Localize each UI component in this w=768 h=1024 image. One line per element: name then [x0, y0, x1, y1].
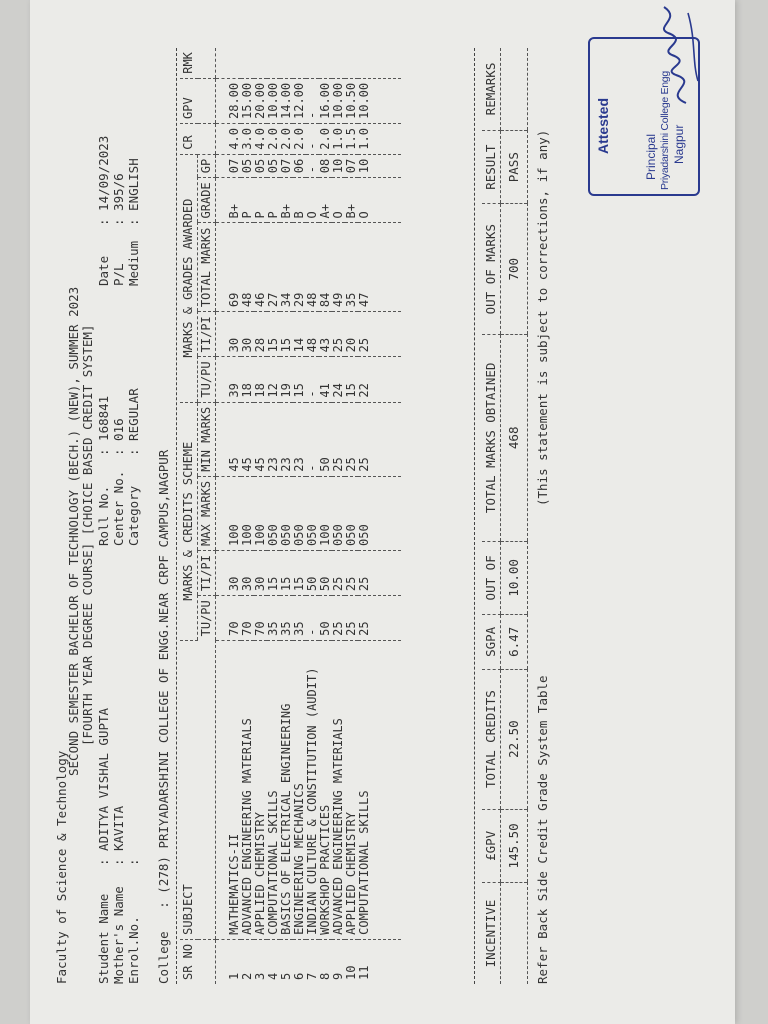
cell-cr: 4.0 — [216, 124, 242, 155]
cell-sr: 11 — [357, 965, 371, 980]
cell-sr: 7 — [305, 972, 319, 980]
cell-rmk — [267, 48, 280, 78]
cell-min: 25 — [358, 402, 401, 476]
cell-grade: P — [267, 178, 280, 223]
table-row — [358, 48, 401, 984]
cell-ti-pi: 15 — [267, 550, 280, 595]
cell-ti-pi: 25 — [358, 550, 401, 595]
exam-subtitle: [FOURTH YEAR DEGREE COURSE] [CHOICE BASED CREDIT SYSTEM] — [80, 324, 95, 746]
cell-gpv: 10.00 — [267, 78, 280, 123]
cell-sr: 5 — [279, 972, 293, 980]
cell-gpv: 14.00 — [280, 78, 293, 123]
summary-header: RESULT — [482, 130, 501, 203]
cell-a-tu-pu: 19 — [280, 357, 293, 402]
cell-max: 100 — [216, 476, 242, 550]
cell-grade: A+ — [319, 178, 332, 223]
summary-value: 10.00 — [501, 541, 528, 614]
cell-subject: INDIAN CULTURE & CONSTITUTION (AUDIT) — [306, 640, 319, 939]
col-total: TOTAL MARKS — [198, 223, 216, 312]
cell-grade: P — [254, 178, 267, 223]
scheme-header: MARKS & CREDITS SCHEME — [180, 402, 198, 640]
summary-value: 145.50 — [501, 809, 528, 882]
cell-grade: O — [332, 178, 345, 223]
cell-gpv: 10.50 — [345, 78, 358, 123]
cell-total: 46 — [254, 223, 267, 312]
cell-total: 48 — [241, 223, 254, 312]
cell-sr: 6 — [292, 972, 306, 980]
center-label: Center No. — [111, 470, 126, 546]
cell-max: 050 — [293, 476, 306, 550]
cell-a-ti-pi: 28 — [254, 312, 267, 357]
cell-gpv: - — [306, 78, 319, 123]
cell-rmk — [280, 48, 293, 78]
cell-max: 050 — [332, 476, 345, 550]
cell-min: 50 — [319, 402, 332, 476]
cell-cr: - — [306, 124, 319, 155]
cell-a-tu-pu: 22 — [358, 357, 401, 402]
cell-gp: 05 — [254, 154, 267, 178]
cell-total: 29 — [293, 223, 306, 312]
summary-table — [482, 48, 528, 984]
cell-gpv: 15.00 — [241, 78, 254, 123]
cell-cr: 2.0 — [293, 124, 306, 155]
refer-note: Refer Back Side Credit Grade System Table — [535, 675, 550, 984]
corrections-note: (This statement is subject to corrections, if any) — [535, 129, 550, 506]
category-label: Category — [126, 485, 141, 546]
cell-gpv: 10.00 — [358, 78, 401, 123]
col-subject: SUBJECT — [180, 640, 216, 939]
col-awarded-ti-pi: TI/PI — [198, 312, 216, 357]
cell-a-ti-pi: 25 — [358, 312, 401, 357]
cell-tu-pu: 35 — [280, 596, 293, 641]
summary-value — [501, 883, 528, 984]
cell-a-ti-pi: 15 — [267, 312, 280, 357]
cell-subject: ENGINEERING MECHANICS — [293, 640, 306, 939]
cell-rmk — [358, 48, 401, 78]
medium-label: Medium — [126, 240, 141, 286]
cell-a-ti-pi: 30 — [216, 312, 242, 357]
summary-value: 22.50 — [501, 669, 528, 809]
cell-total: 35 — [345, 223, 358, 312]
exam-meta — [96, 136, 141, 286]
cell-rmk — [345, 48, 358, 78]
cell-max: 050 — [358, 476, 401, 550]
cell-gp: 05 — [241, 154, 254, 178]
col-grade: GRADE — [198, 178, 216, 223]
cell-subject: COMPUTATIONAL SKILLS — [358, 640, 401, 939]
cell-ti-pi: 25 — [345, 550, 358, 595]
stamp-college: Priyadarshini College Engg — [659, 71, 671, 190]
cell-cr: 2.0 — [267, 124, 280, 155]
summary-header: OUT OF — [482, 541, 501, 614]
cell-cr: 2.0 — [319, 124, 332, 155]
stamp-principal: Principal — [644, 133, 658, 180]
cell-max: 050 — [306, 476, 319, 550]
cell-total: 84 — [319, 223, 332, 312]
cell-gp: 07 — [216, 154, 242, 178]
cell-max: 050 — [267, 476, 280, 550]
cell-total: 27 — [267, 223, 280, 312]
cell-total: 49 — [332, 223, 345, 312]
summary-header: REMARKS — [482, 48, 501, 130]
cell-a-tu-pu: 18 — [241, 357, 254, 402]
cell-a-tu-pu: - — [306, 357, 319, 402]
cell-grade: O — [358, 178, 401, 223]
cell-min: 23 — [280, 402, 293, 476]
cell-subject: APPLIED CHEMISTRY — [345, 640, 358, 939]
cell-sr: 4 — [266, 972, 280, 980]
cell-cr: 1.0 — [332, 124, 345, 155]
col-sr: SR NO — [181, 943, 195, 980]
cell-ti-pi: 15 — [293, 550, 306, 595]
cell-rmk — [241, 48, 254, 78]
cell-subject: ADVANCED ENGINEERING MATERIALS — [241, 640, 254, 939]
cell-rmk — [254, 48, 267, 78]
cell-tu-pu: 25 — [332, 596, 345, 641]
col-cr: CR — [180, 124, 216, 155]
cell-cr: 2.0 — [280, 124, 293, 155]
cell-gp: - — [306, 154, 319, 178]
cell-min: - — [306, 402, 319, 476]
cell-rmk — [319, 48, 332, 78]
cell-a-tu-pu: 15 — [345, 357, 358, 402]
cell-tu-pu: 50 — [319, 596, 332, 641]
cell-subject: BASICS OF ELECTRICAL ENGINEERING — [280, 640, 293, 939]
cell-a-ti-pi: 43 — [319, 312, 332, 357]
stamp-city: Nagpur — [672, 124, 686, 164]
student-name-label: Student Name — [96, 893, 111, 984]
cell-a-tu-pu: 41 — [319, 357, 332, 402]
cell-rmk — [306, 48, 319, 78]
cell-min: 45 — [254, 402, 267, 476]
cell-grade: B+ — [216, 178, 242, 223]
cell-a-tu-pu: 12 — [267, 357, 280, 402]
cell-cr: 3.0 — [241, 124, 254, 155]
roll-label: Roll No. — [96, 485, 111, 546]
cell-sr: 3 — [253, 972, 267, 980]
mother-name-label: Mother's Name — [111, 886, 126, 984]
exam-title: SECOND SEMESTER BACHELOR OF TECHNOLOGY (BECH.) (NEW), SUMMER 2023 — [66, 286, 81, 776]
roll-value: : 168841 — [96, 395, 111, 456]
col-max: MAX MARKS — [198, 476, 216, 550]
summary-header: TOTAL MARKS OBTAINED — [482, 334, 501, 541]
divider — [474, 48, 475, 984]
summary-header: OUT OF MARKS — [482, 204, 501, 335]
summary-header: SGPA — [482, 615, 501, 669]
signature-icon — [642, 1, 712, 111]
cell-total: 69 — [216, 223, 242, 312]
cell-gp: 05 — [267, 154, 280, 178]
cell-a-tu-pu: 18 — [254, 357, 267, 402]
cell-rmk — [332, 48, 345, 78]
cell-tu-pu: - — [306, 596, 319, 641]
cell-grade: O — [306, 178, 319, 223]
cell-ti-pi: 50 — [319, 550, 332, 595]
cell-max: 050 — [345, 476, 358, 550]
center-value: : 016 — [111, 418, 126, 456]
medium-value: : ENGLISH — [126, 158, 141, 226]
awarded-header: MARKS & GRADES AWARDED — [180, 154, 198, 402]
cell-min: 45 — [241, 402, 254, 476]
cell-tu-pu: 35 — [293, 596, 306, 641]
cell-a-tu-pu: 24 — [332, 357, 345, 402]
cell-total: 48 — [306, 223, 319, 312]
cell-max: 100 — [319, 476, 332, 550]
cell-max: 100 — [241, 476, 254, 550]
date-label: Date — [96, 255, 111, 286]
col-min: MIN MARKS — [198, 402, 216, 476]
summary-header: TOTAL CREDITS — [482, 669, 501, 809]
cell-a-ti-pi: 15 — [280, 312, 293, 357]
cell-min: 23 — [267, 402, 280, 476]
summary-value — [501, 48, 528, 130]
cell-grade: P — [241, 178, 254, 223]
cell-cr: 1.5 — [345, 124, 358, 155]
cell-cr: 4.0 — [254, 124, 267, 155]
cell-subject: APPLIED CHEMISTRY — [254, 640, 267, 939]
pl-label: P/L — [111, 263, 126, 286]
cell-total: 47 — [358, 223, 401, 312]
cell-a-ti-pi: 14 — [293, 312, 306, 357]
cell-a-ti-pi: 48 — [306, 312, 319, 357]
marksheet — [30, 6, 730, 1006]
cell-sr: 2 — [240, 972, 254, 980]
cell-gp: 06 — [293, 154, 306, 178]
date-value: : 14/09/2023 — [96, 135, 111, 226]
cell-ti-pi: 30 — [241, 550, 254, 595]
exam-info — [96, 388, 141, 546]
cell-sr: 8 — [318, 972, 332, 980]
cell-max: 050 — [280, 476, 293, 550]
summary-header: INCENTIVE — [483, 899, 498, 968]
cell-gp: 10 — [358, 154, 401, 178]
cell-tu-pu: 70 — [216, 596, 242, 641]
cell-a-ti-pi: 20 — [345, 312, 358, 357]
table-row — [216, 48, 242, 984]
enrol-label: Enrol.No. — [126, 916, 141, 984]
summary-value: 6.47 — [501, 615, 528, 669]
col-tu-pu: TU/PU — [198, 596, 216, 641]
cell-ti-pi: 15 — [280, 550, 293, 595]
summary-header: £GPV — [482, 809, 501, 882]
col-gpv: GPV — [180, 78, 216, 123]
cell-a-ti-pi: 30 — [241, 312, 254, 357]
cell-gpv: 10.00 — [332, 78, 345, 123]
cell-gpv: 16.00 — [319, 78, 332, 123]
cell-tu-pu: 25 — [358, 596, 401, 641]
summary-value: 700 — [501, 204, 528, 335]
cell-subject: MATHEMATICS-II — [216, 640, 242, 939]
cell-gp: 07 — [280, 154, 293, 178]
cell-tu-pu: 35 — [267, 596, 280, 641]
cell-tu-pu: 70 — [254, 596, 267, 641]
college-line: College : (278) PRIYADARSHINI COLLEGE OF ENGG.NEAR CRPF CAMPUS,NAGPUR — [156, 449, 171, 984]
col-rmk: RMK — [180, 48, 216, 78]
cell-subject: COMPUTATIONAL SKILLS — [267, 640, 280, 939]
cell-grade: B — [293, 178, 306, 223]
cell-sr: 10 — [344, 965, 358, 980]
cell-ti-pi: 30 — [254, 550, 267, 595]
cell-gp: 08 — [319, 154, 332, 178]
cell-a-ti-pi: 25 — [332, 312, 345, 357]
col-gp: GP — [198, 154, 216, 178]
cell-rmk — [293, 48, 306, 78]
cell-gpv: 12.00 — [293, 78, 306, 123]
cell-min: 25 — [345, 402, 358, 476]
cell-min: 45 — [216, 402, 242, 476]
cell-sr: 1 — [216, 939, 242, 984]
cell-subject: WORKSHOP PRACTICES — [319, 640, 332, 939]
cell-sr: 9 — [331, 972, 345, 980]
cell-min: 23 — [293, 402, 306, 476]
category-value: : REGULAR — [126, 388, 141, 456]
cell-gp: 07 — [345, 154, 358, 178]
cell-ti-pi: 50 — [306, 550, 319, 595]
student-info — [96, 708, 141, 984]
cell-cr: 1.0 — [358, 124, 401, 155]
cell-tu-pu: 25 — [345, 596, 358, 641]
faculty-title: Faculty of Science & Technology — [54, 750, 69, 984]
student-name: : ADITYA VISHAL GUPTA — [96, 707, 111, 866]
document-paper — [30, 0, 735, 1024]
summary-header-row — [482, 48, 501, 984]
marks-table — [180, 48, 401, 984]
cell-grade: B+ — [345, 178, 358, 223]
stamp-attested: Attested — [595, 97, 611, 154]
summary-value: PASS — [501, 130, 528, 203]
cell-min: 25 — [332, 402, 345, 476]
cell-max: 100 — [254, 476, 267, 550]
divider — [176, 48, 177, 984]
cell-ti-pi: 25 — [332, 550, 345, 595]
cell-ti-pi: 30 — [216, 550, 242, 595]
pl-value: : 395/6 — [111, 173, 126, 226]
cell-tu-pu: 70 — [241, 596, 254, 641]
cell-rmk — [216, 48, 242, 78]
cell-a-tu-pu: 15 — [293, 357, 306, 402]
cell-total: 34 — [280, 223, 293, 312]
cell-a-tu-pu: 39 — [216, 357, 242, 402]
cell-gp: 10 — [332, 154, 345, 178]
mother-name: : KAVITA — [111, 805, 126, 866]
cell-gpv: 20.00 — [254, 78, 267, 123]
cell-gpv: 28.00 — [216, 78, 242, 123]
cell-subject: ADVANCED ENGINEERING MATERIALS — [332, 640, 345, 939]
summary-value: 468 — [501, 334, 528, 541]
col-awarded-tu-pu: TU/PU — [198, 357, 216, 402]
enrol-value: : — [126, 858, 141, 866]
summary-value-row — [501, 48, 528, 984]
cell-grade: B+ — [280, 178, 293, 223]
col-ti-pi: TI/PI — [198, 550, 216, 595]
